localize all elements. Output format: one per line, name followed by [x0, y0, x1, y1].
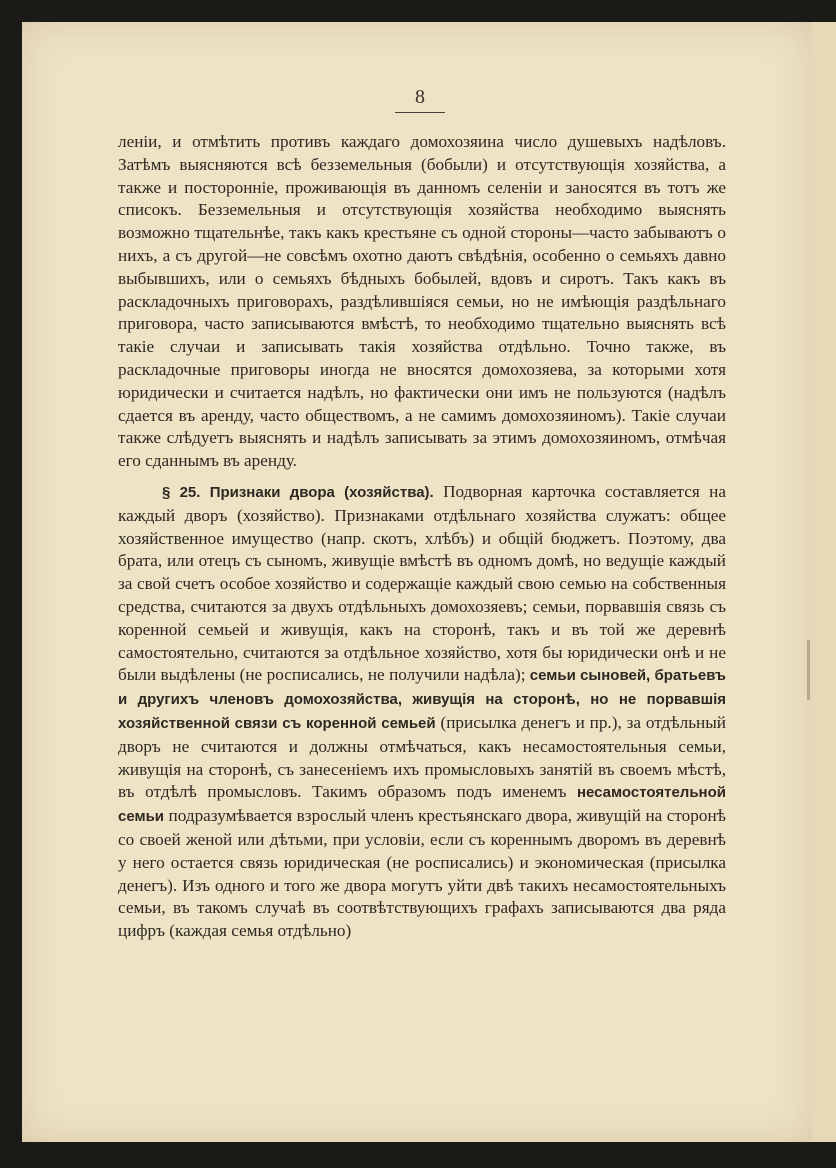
- spine-shadow: [807, 640, 810, 700]
- page-number-underline: [395, 112, 445, 113]
- facing-page-edge: [812, 22, 836, 1142]
- emphasis-text: семьи сыновей, братьевъ и другихъ членовъ домохозяйства, живущія на сторонѣ, но не порвавшія хозяйственной связи съ коренной семьей: [118, 667, 726, 732]
- paragraph-text: Подворная карточка составляется на каждый дворъ (хозяйство). Признаками отдѣльнаго хозяйства служатъ: общее хозяйственное имущество (напр. скотъ, хлѣбъ) и общій бюджетъ. Поэтому, два брата, или отецъ съ сыномъ, живущіе вмѣстѣ въ одномъ домѣ, но ведущіе каждый за свой счетъ особое хозяйство и содержащіе каждый свою семью на собственныя средства, считаются за двухъ отдѣльныхъ домохозяевъ; семьи, порвавшія связь съ коренной семьей и живущія, какъ на сторонѣ, такъ и въ той же деревнѣ самостоятельно, считаются за отдѣльное хозяйство, хотя бы юридически онѣ и не были выдѣлены (не росписались, не получили надѣла);: [118, 481, 727, 685]
- section-heading: § 25. Признаки двора (хозяйства).: [162, 483, 434, 501]
- paragraph-text: (присылка денегъ и пр.), за отдѣльный дворъ не считаются и должны отмѣчаться, какъ несамостоятельныя семьи, живущія на сторонѣ, съ занесеніемъ ихъ промысловыхъ занятій въ своемъ мѣстѣ, въ отдѣлѣ промысловъ. Такимъ образомъ подъ именемъ: [118, 712, 726, 802]
- paragraph-continued: леніи, и отмѣтить противъ каждаго домохозяина число душевыхъ надѣловъ. Затѣмъ выясняются всѣ безземельныя (бобыли) и отсутствующія хозяйства, а также и посторонніе, проживающія въ данномъ селеніи и заносятся въ тотъ же списокъ. Безземельныя и отсутствующія хозяйства необходимо выяснять возможно тщательнѣе, такъ какъ крестьяне съ одной стороны—часто забываютъ о нихъ, а съ другой—не совсѣмъ охотно даютъ свѣдѣнія, особенно о семьяхъ давно выбывшихъ, или о семьяхъ бѣдныхъ бобылей, вдовъ и сиротъ. Такъ какъ въ раскладочныхъ приговорахъ, раздѣлившіяся семьи, но не имѣющія раздѣльнаго приговора, часто записываются вмѣстѣ, то необходимо тщательно выяснять всѣ такіе случаи и записывать такія хозяйства отдѣльно. Точно также, въ раскладочные приговоры иногда не вносятся домохозяева, за которыми хотя юридически и считается надѣлъ, но фактически они имъ не пользуются (надѣлъ сдается въ аренду, часто обществомъ, а не самимъ домохозяиномъ). Такіе случаи также слѣдуетъ выяснять и надѣлъ записывать за этимъ домохозяиномъ, отмѣчая его сданнымъ въ аренду.: [118, 132, 726, 471]
- emphasis-text: несамостоятельной семьи: [118, 784, 726, 826]
- paragraph-section-25: [118, 481, 726, 943]
- paragraph-text: подразумѣвается взрослый членъ крестьянскаго двора, живущій на сторонѣ со своей женой или дѣтьми, при условіи, если съ кореннымъ дворомъ въ деревнѣ у него остается связь юридическая (не росписались) и экономическая (присылка денегъ). Изъ одного и того же двора могутъ уйти двѣ такихъ несамостоятельныхъ семьи, въ такомъ случаѣ въ соотвѣтствующихъ графахъ записываются два ряда цифръ (каждая семья отдѣльно): [118, 806, 726, 941]
- body-text: [118, 131, 726, 943]
- page-number: 8: [415, 86, 425, 108]
